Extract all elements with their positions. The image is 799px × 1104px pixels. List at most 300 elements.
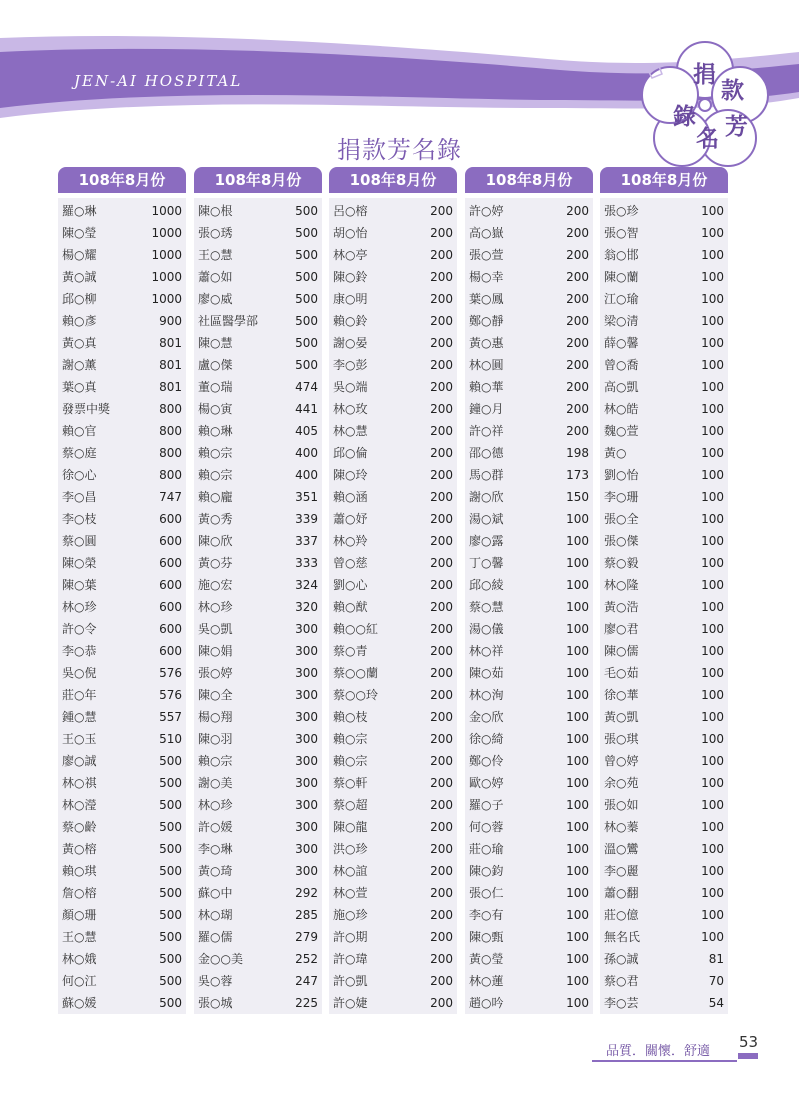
donor-row [329, 332, 457, 354]
donation-amount: 100 [701, 512, 724, 526]
donor-row [600, 266, 728, 288]
donor-row [600, 332, 728, 354]
donor-name: 魏○萱 [604, 424, 639, 438]
donation-amount: 279 [295, 930, 318, 944]
donor-name: 張○琇 [198, 226, 233, 240]
donor-name: 廖○君 [604, 622, 639, 636]
donation-amount: 441 [295, 402, 318, 416]
donor-row [194, 266, 322, 288]
donation-amount: 800 [159, 468, 182, 482]
donor-row [194, 860, 322, 882]
donation-amount: 100 [701, 446, 724, 460]
donor-row [194, 882, 322, 904]
donor-row [329, 508, 457, 530]
donor-row [194, 596, 322, 618]
donation-amount: 200 [566, 226, 589, 240]
donation-amount: 500 [295, 270, 318, 284]
donor-name: 林○娥 [62, 952, 97, 966]
donor-row [465, 750, 593, 772]
donation-amount: 100 [566, 556, 589, 570]
donation-amount: 200 [430, 512, 453, 526]
column-header: 108年8月份 [58, 167, 186, 193]
donation-amount: 81 [708, 952, 724, 966]
donor-name: 林○誼 [333, 864, 368, 878]
donor-name: 蔡○毅 [604, 556, 639, 570]
column-body [194, 198, 322, 1014]
donor-name: 葉○真 [62, 380, 97, 394]
donation-amount: 100 [566, 622, 589, 636]
column-body [465, 198, 593, 1014]
donation-amount: 200 [430, 688, 453, 702]
donor-name: 林○瑚 [198, 908, 233, 922]
donation-amount: 300 [295, 842, 318, 856]
donor-row [194, 442, 322, 464]
column-header: 108年8月份 [465, 167, 593, 193]
donor-row [600, 794, 728, 816]
donor-row [329, 684, 457, 706]
donor-row [465, 508, 593, 530]
donation-amount: 100 [701, 226, 724, 240]
column-body [329, 198, 457, 1014]
donation-amount: 100 [701, 644, 724, 658]
donor-name: 陳○鈞 [469, 864, 504, 878]
donor-row [58, 684, 186, 706]
donor-name: 王○玉 [62, 732, 97, 746]
donation-amount: 200 [430, 314, 453, 328]
donor-name: 薛○馨 [604, 336, 639, 350]
donor-row [58, 860, 186, 882]
donation-amount: 200 [430, 270, 453, 284]
donation-amount: 200 [430, 578, 453, 592]
donation-amount: 100 [701, 908, 724, 922]
donor-row [600, 530, 728, 552]
donation-amount: 200 [430, 402, 453, 416]
donor-name: 楊○耀 [62, 248, 97, 262]
donation-amount: 576 [159, 666, 182, 680]
donation-amount: 54 [708, 996, 724, 1010]
page-number: 53 [739, 1033, 759, 1051]
donor-name: 徐○綺 [469, 732, 504, 746]
donor-row [600, 772, 728, 794]
donor-row [58, 750, 186, 772]
donor-row [465, 464, 593, 486]
donation-amount: 100 [566, 908, 589, 922]
donor-name: 廖○誠 [62, 754, 97, 768]
donation-amount: 252 [295, 952, 318, 966]
donation-amount: 100 [701, 710, 724, 724]
donor-row [329, 948, 457, 970]
donor-row [465, 574, 593, 596]
donor-name: 林○珍 [198, 798, 233, 812]
hospital-name: JEN-AI HOSPITAL [74, 72, 243, 90]
donor-row [58, 882, 186, 904]
donor-row [194, 618, 322, 640]
donor-name: 蔡○君 [604, 974, 639, 988]
donor-row [194, 376, 322, 398]
donor-name: 林○祥 [469, 644, 504, 658]
donor-row [58, 244, 186, 266]
donation-amount: 200 [430, 952, 453, 966]
donor-name: 黃○芬 [198, 556, 233, 570]
donor-name: 黃○瑩 [469, 952, 504, 966]
donation-amount: 100 [701, 864, 724, 878]
donor-row [600, 574, 728, 596]
donor-row [58, 376, 186, 398]
donor-name: 賴○○紅 [333, 622, 378, 636]
donor-row [465, 728, 593, 750]
donor-row [194, 552, 322, 574]
donation-amount: 300 [295, 754, 318, 768]
donor-row [329, 816, 457, 838]
donor-name: 張○全 [604, 512, 639, 526]
donor-name: 蔡○圓 [62, 534, 97, 548]
donation-amount: 100 [701, 820, 724, 834]
donor-row [465, 266, 593, 288]
donor-row [465, 420, 593, 442]
donor-name: 張○傑 [604, 534, 639, 548]
donor-row [194, 948, 322, 970]
donor-name: 金○○美 [198, 952, 243, 966]
donor-name: 孫○誠 [604, 952, 639, 966]
donation-amount: 200 [430, 644, 453, 658]
donor-name: 陳○鈴 [333, 270, 368, 284]
donor-row [58, 596, 186, 618]
donor-name: 張○珍 [604, 204, 639, 218]
donor-name: 許○期 [333, 930, 368, 944]
donation-amount: 600 [159, 512, 182, 526]
donor-name: 張○婷 [198, 666, 233, 680]
donation-amount: 100 [701, 798, 724, 812]
donation-amount: 100 [701, 292, 724, 306]
donor-name: 李○彭 [333, 358, 368, 372]
donation-amount: 100 [701, 776, 724, 790]
donor-name: 曾○婷 [604, 754, 639, 768]
donor-row [600, 200, 728, 222]
donation-amount: 173 [566, 468, 589, 482]
donor-name: 陳○龍 [333, 820, 368, 834]
donor-row [600, 354, 728, 376]
donor-name: 張○如 [604, 798, 639, 812]
donor-row [58, 200, 186, 222]
donor-row [600, 948, 728, 970]
donor-name: 高○嶽 [469, 226, 504, 240]
donor-row [329, 728, 457, 750]
donation-amount: 500 [295, 336, 318, 350]
donor-row [194, 750, 322, 772]
donation-amount: 500 [159, 776, 182, 790]
donation-amount: 200 [430, 842, 453, 856]
donation-amount: 100 [701, 358, 724, 372]
donor-row [58, 904, 186, 926]
donor-row [194, 310, 322, 332]
donation-amount: 300 [295, 798, 318, 812]
donation-amount: 100 [701, 622, 724, 636]
donor-name: 張○仁 [469, 886, 504, 900]
donor-row [194, 662, 322, 684]
donor-row [194, 200, 322, 222]
donation-amount: 500 [159, 842, 182, 856]
donor-row [329, 420, 457, 442]
donor-row [329, 838, 457, 860]
column-header: 108年8月份 [329, 167, 457, 193]
donation-amount: 200 [566, 204, 589, 218]
donor-row [194, 354, 322, 376]
footer-slogan: 品質．關懷．舒適 [606, 1044, 711, 1059]
donor-name: 楊○寅 [198, 402, 233, 416]
donation-amount: 100 [566, 886, 589, 900]
donation-amount: 200 [430, 820, 453, 834]
donor-row [194, 222, 322, 244]
donor-name: 梁○清 [604, 314, 639, 328]
donation-amount: 200 [430, 358, 453, 372]
donor-name: 社區醫學部 [198, 314, 259, 328]
donor-name: 賴○宗 [198, 446, 233, 460]
donor-name: 蔡○超 [333, 798, 368, 812]
donation-amount: 100 [701, 754, 724, 768]
emblem-char-5: 芳 [725, 113, 748, 140]
donor-name: 吳○倪 [62, 666, 97, 680]
donor-name: 湯○斌 [469, 512, 504, 526]
donor-row [329, 200, 457, 222]
donor-name: 廖○露 [469, 534, 504, 548]
donor-name: 歐○婷 [469, 776, 504, 790]
emblem-char-1: 捐 [693, 61, 716, 88]
donation-amount: 100 [566, 644, 589, 658]
donor-name: 李○珊 [604, 490, 639, 504]
donor-row [465, 794, 593, 816]
donation-amount: 200 [566, 402, 589, 416]
donor-name: 胡○怡 [333, 226, 368, 240]
donor-name: 曾○慈 [333, 556, 368, 570]
donor-name: 莊○年 [62, 688, 97, 702]
donor-column-2 [194, 167, 322, 1014]
donor-name: 楊○翔 [198, 710, 233, 724]
donation-amount: 400 [295, 446, 318, 460]
donor-row [58, 508, 186, 530]
donation-amount: 800 [159, 424, 182, 438]
donor-name: 發票中獎 [62, 402, 111, 416]
donor-row [329, 574, 457, 596]
donor-row [600, 728, 728, 750]
donation-amount: 801 [159, 358, 182, 372]
donation-amount: 285 [295, 908, 318, 922]
donor-column-1 [58, 167, 186, 1014]
donor-name: 詹○榕 [62, 886, 97, 900]
donor-name: 湯○儀 [469, 622, 504, 636]
donor-row [465, 970, 593, 992]
donor-name: 黃○浩 [604, 600, 639, 614]
donation-amount: 200 [566, 380, 589, 394]
donor-row [194, 970, 322, 992]
donor-name: 李○昌 [62, 490, 97, 504]
donor-name: 黃○琦 [198, 864, 233, 878]
donor-name: 李○有 [469, 908, 504, 922]
donor-name: 賴○宗 [333, 732, 368, 746]
donation-amount: 801 [159, 380, 182, 394]
donor-row [465, 244, 593, 266]
emblem-char-3: 錄 [673, 103, 696, 130]
donor-name: 蔡○○玲 [333, 688, 378, 702]
donor-name: 康○明 [333, 292, 368, 306]
donor-name: 陳○慧 [198, 336, 233, 350]
donor-row [465, 310, 593, 332]
donation-amount: 100 [701, 424, 724, 438]
donor-row [329, 640, 457, 662]
donor-row [600, 992, 728, 1014]
donation-amount: 200 [430, 248, 453, 262]
donor-name: 謝○美 [198, 776, 233, 790]
donation-amount: 100 [701, 842, 724, 856]
donor-row [600, 508, 728, 530]
donation-amount: 100 [566, 776, 589, 790]
donor-name: 毛○茹 [604, 666, 639, 680]
donation-amount: 100 [701, 380, 724, 394]
donation-amount: 100 [566, 996, 589, 1010]
donor-name: 何○江 [62, 974, 97, 988]
donor-name: 施○宏 [198, 578, 233, 592]
donor-name: 吳○凱 [198, 622, 233, 636]
donor-name: 李○麗 [604, 864, 639, 878]
donation-amount: 300 [295, 644, 318, 658]
donor-name: 陳○欣 [198, 534, 233, 548]
donation-amount: 337 [295, 534, 318, 548]
donation-amount: 100 [566, 930, 589, 944]
donor-row [329, 794, 457, 816]
donation-amount: 100 [566, 512, 589, 526]
donor-name: 陳○儒 [604, 644, 639, 658]
donor-row [329, 618, 457, 640]
column-body [58, 198, 186, 1014]
donor-name: 林○瀅 [62, 798, 97, 812]
donation-amount: 500 [159, 952, 182, 966]
donor-row [465, 948, 593, 970]
donor-name: 謝○晏 [333, 336, 368, 350]
donor-name: 許○令 [62, 622, 97, 636]
donation-amount: 600 [159, 600, 182, 614]
donor-row [465, 904, 593, 926]
donation-amount: 200 [430, 204, 453, 218]
donor-name: 張○萱 [469, 248, 504, 262]
donation-amount: 100 [566, 842, 589, 856]
donation-amount: 557 [159, 710, 182, 724]
donor-name: 張○智 [604, 226, 639, 240]
donor-name: 賴○涵 [333, 490, 368, 504]
donor-row [194, 574, 322, 596]
donor-row [194, 332, 322, 354]
donation-amount: 500 [295, 248, 318, 262]
donor-row [465, 596, 593, 618]
donation-amount: 800 [159, 446, 182, 460]
donor-row [58, 794, 186, 816]
donor-row [465, 332, 593, 354]
donation-amount: 100 [701, 314, 724, 328]
donor-row [329, 750, 457, 772]
donor-name: 劉○心 [333, 578, 368, 592]
donation-amount: 320 [295, 600, 318, 614]
donor-row [329, 530, 457, 552]
donation-amount: 500 [159, 886, 182, 900]
donation-amount: 1000 [151, 270, 182, 284]
donor-name: 林○蓮 [469, 974, 504, 988]
donation-amount: 333 [295, 556, 318, 570]
donor-row [58, 640, 186, 662]
donor-row [465, 200, 593, 222]
donor-name: 洪○珍 [333, 842, 368, 856]
donation-amount: 100 [701, 556, 724, 570]
donor-name: 林○珍 [198, 600, 233, 614]
donor-row [58, 442, 186, 464]
donor-row [465, 640, 593, 662]
donor-row [329, 860, 457, 882]
donation-amount: 510 [159, 732, 182, 746]
donation-amount: 500 [295, 204, 318, 218]
donor-name: 許○婕 [333, 996, 368, 1010]
donation-amount: 200 [430, 556, 453, 570]
donation-amount: 100 [701, 578, 724, 592]
donor-row [600, 970, 728, 992]
donor-row [194, 904, 322, 926]
donor-name: 黃○凱 [604, 710, 639, 724]
donor-row [329, 970, 457, 992]
donor-row [58, 398, 186, 420]
donor-row [329, 882, 457, 904]
page-number-bar [738, 1053, 758, 1059]
donor-row [329, 310, 457, 332]
donor-row [600, 662, 728, 684]
donor-name: 董○瑞 [198, 380, 233, 394]
donor-row [465, 684, 593, 706]
donor-name: 江○瑜 [604, 292, 639, 306]
donation-amount: 100 [701, 402, 724, 416]
donor-name: 陳○葉 [62, 578, 97, 592]
donor-row [329, 904, 457, 926]
column-header: 108年8月份 [194, 167, 322, 193]
donor-row [58, 530, 186, 552]
donation-amount: 200 [430, 864, 453, 878]
donor-row [58, 838, 186, 860]
donor-row [465, 838, 593, 860]
donor-row [329, 464, 457, 486]
donor-row [194, 464, 322, 486]
donor-row [329, 266, 457, 288]
donation-amount: 500 [159, 798, 182, 812]
donor-column-3 [329, 167, 457, 1014]
donor-row [600, 464, 728, 486]
donation-amount: 198 [566, 446, 589, 460]
donation-amount: 400 [295, 468, 318, 482]
donor-row [600, 486, 728, 508]
donation-amount: 200 [430, 754, 453, 768]
donation-amount: 200 [566, 314, 589, 328]
donation-amount: 100 [701, 688, 724, 702]
donor-row [465, 376, 593, 398]
donor-row [329, 398, 457, 420]
donor-name: 李○芸 [604, 996, 639, 1010]
donation-amount: 600 [159, 556, 182, 570]
donor-row [600, 398, 728, 420]
donor-row [600, 816, 728, 838]
donor-name: 蔡○慧 [469, 600, 504, 614]
donor-name: 陳○全 [198, 688, 233, 702]
donor-name: 賴○枝 [333, 710, 368, 724]
donation-amount: 500 [295, 226, 318, 240]
donor-row [329, 442, 457, 464]
donation-amount: 100 [566, 710, 589, 724]
donor-name: 劉○怡 [604, 468, 639, 482]
donor-row [329, 926, 457, 948]
donation-amount: 100 [566, 578, 589, 592]
donor-row [600, 244, 728, 266]
